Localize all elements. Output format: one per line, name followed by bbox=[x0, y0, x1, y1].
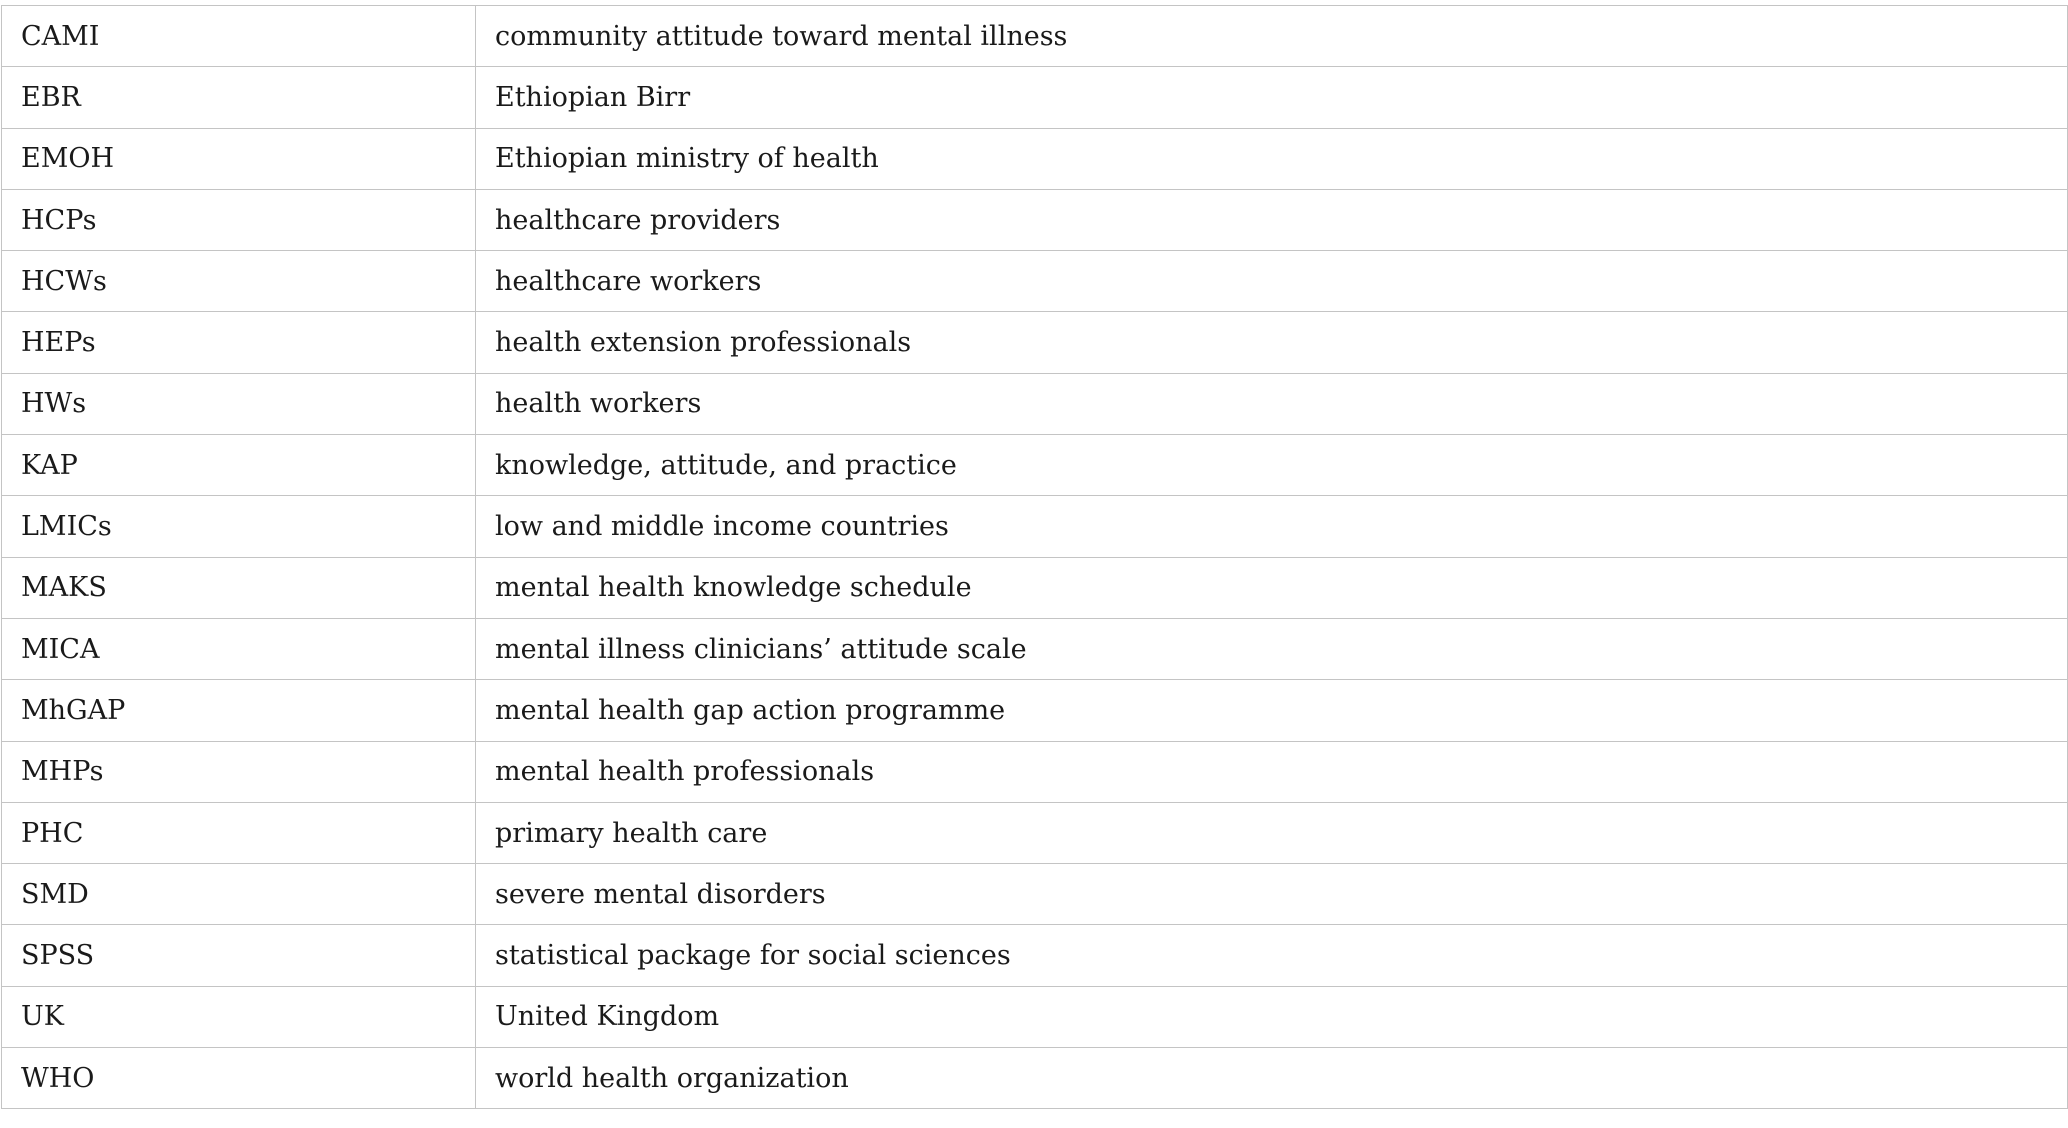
definition-cell: knowledge, attitude, and practice bbox=[476, 435, 2068, 496]
definition-cell: low and middle income countries bbox=[476, 496, 2068, 557]
table-row bbox=[2, 741, 2068, 802]
abbreviation-cell: SMD bbox=[2, 864, 476, 925]
definition-cell: healthcare workers bbox=[476, 251, 2068, 312]
table-row bbox=[2, 496, 2068, 557]
definition-cell: healthcare providers bbox=[476, 189, 2068, 250]
table-row bbox=[2, 802, 2068, 863]
abbreviation-cell: SPSS bbox=[2, 925, 476, 986]
definition-cell: world health organization bbox=[476, 1048, 2068, 1109]
abbreviation-cell: WHO bbox=[2, 1048, 476, 1109]
abbreviation-cell: LMICs bbox=[2, 496, 476, 557]
definition-cell: mental health gap action programme bbox=[476, 680, 2068, 741]
abbreviation-cell: MICA bbox=[2, 618, 476, 679]
definition-cell: United Kingdom bbox=[476, 986, 2068, 1047]
table-row bbox=[2, 189, 2068, 250]
table-row bbox=[2, 67, 2068, 128]
definition-cell: health workers bbox=[476, 373, 2068, 434]
table-row bbox=[2, 925, 2068, 986]
table-row bbox=[2, 6, 2068, 67]
definition-cell: mental health professionals bbox=[476, 741, 2068, 802]
abbreviation-cell: EBR bbox=[2, 67, 476, 128]
abbreviation-cell: EMOH bbox=[2, 128, 476, 189]
table-row bbox=[2, 251, 2068, 312]
definition-cell: Ethiopian Birr bbox=[476, 67, 2068, 128]
abbreviation-cell: KAP bbox=[2, 435, 476, 496]
definition-cell: statistical package for social sciences bbox=[476, 925, 2068, 986]
definition-cell: mental illness clinicians’ attitude scale bbox=[476, 618, 2068, 679]
abbreviation-cell: HEPs bbox=[2, 312, 476, 373]
table-row bbox=[2, 435, 2068, 496]
table-row bbox=[2, 864, 2068, 925]
abbreviation-cell: HCWs bbox=[2, 251, 476, 312]
table-row bbox=[2, 373, 2068, 434]
abbreviation-cell: HCPs bbox=[2, 189, 476, 250]
table-row bbox=[2, 1048, 2068, 1109]
abbreviations-table bbox=[1, 5, 2068, 1109]
definition-cell: health extension professionals bbox=[476, 312, 2068, 373]
table-row bbox=[2, 680, 2068, 741]
abbreviation-cell: MAKS bbox=[2, 557, 476, 618]
definition-cell: mental health knowledge schedule bbox=[476, 557, 2068, 618]
definition-cell: community attitude toward mental illness bbox=[476, 6, 2068, 67]
table-row bbox=[2, 986, 2068, 1047]
abbreviation-cell: UK bbox=[2, 986, 476, 1047]
abbreviation-cell: MHPs bbox=[2, 741, 476, 802]
abbreviation-cell: HWs bbox=[2, 373, 476, 434]
table-row bbox=[2, 128, 2068, 189]
abbreviations-table-body bbox=[2, 6, 2068, 1109]
table-row bbox=[2, 618, 2068, 679]
abbreviation-cell: CAMI bbox=[2, 6, 476, 67]
definition-cell: severe mental disorders bbox=[476, 864, 2068, 925]
abbreviation-cell: PHC bbox=[2, 802, 476, 863]
definition-cell: primary health care bbox=[476, 802, 2068, 863]
abbreviation-cell: MhGAP bbox=[2, 680, 476, 741]
table-row bbox=[2, 312, 2068, 373]
table-row bbox=[2, 557, 2068, 618]
definition-cell: Ethiopian ministry of health bbox=[476, 128, 2068, 189]
